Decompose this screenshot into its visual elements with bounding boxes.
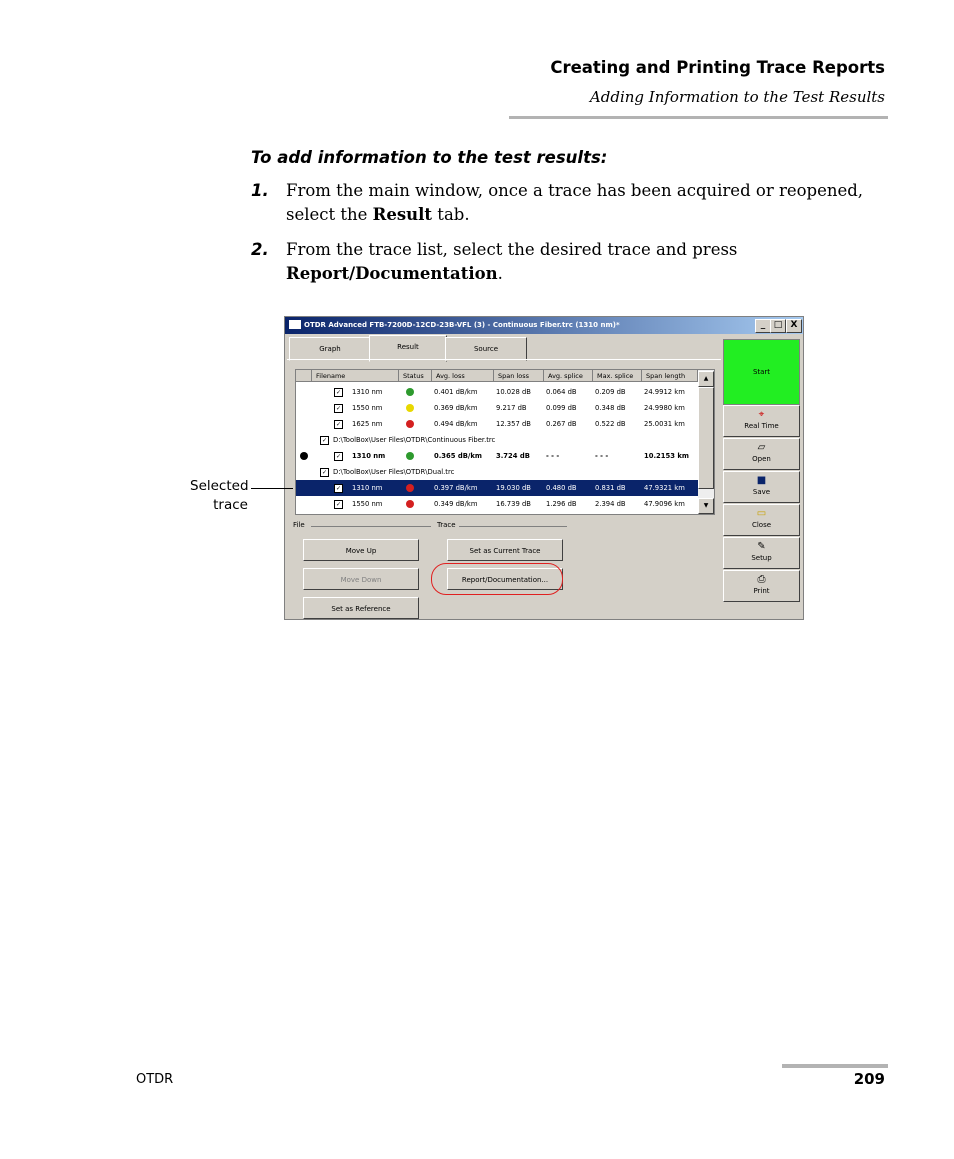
- highlight-circle: [431, 563, 563, 595]
- trace-list[interactable]: [295, 369, 715, 515]
- callout-leader-line: [251, 488, 293, 489]
- start-button[interactable]: Start: [723, 339, 800, 405]
- step-text-end: tab.: [432, 205, 470, 224]
- step-text: From the trace list, select the desired trace and press: [286, 240, 738, 259]
- scroll-thumb[interactable]: [698, 387, 714, 489]
- tab-result[interactable]: Result: [369, 335, 447, 362]
- close-window-button[interactable]: X: [786, 319, 802, 333]
- floppy-disk-icon: ■: [756, 475, 767, 486]
- status-icon: [406, 484, 414, 492]
- scroll-down-arrow-icon[interactable]: ▼: [698, 498, 714, 514]
- page-number: 209: [853, 1070, 885, 1088]
- scroll-up-arrow-icon[interactable]: ▲: [698, 371, 714, 387]
- window-title: OTDR Advanced FTB-7200D-12CD-23B-VFL (3) - Continuous Fiber.trc (1310 nm)*: [304, 321, 620, 329]
- real-time-button[interactable]: ⌖ Real Time: [723, 405, 800, 437]
- header-rule: [509, 116, 888, 119]
- status-icon: [406, 420, 414, 428]
- window-titlebar: [285, 317, 803, 334]
- print-button[interactable]: ⎙ Print: [723, 570, 800, 602]
- setup-pencil-icon: ✎: [757, 541, 766, 552]
- tab-graph[interactable]: Graph: [289, 337, 371, 361]
- open-button[interactable]: ▱ Open: [723, 438, 800, 470]
- file-row[interactable]: ✓ D:\ToolBox\User Files\OTDR\Dual.trc: [321, 468, 455, 476]
- procedure-title: To add information to the test results:: [251, 148, 608, 167]
- checkbox[interactable]: ✓: [335, 405, 342, 412]
- running-header-title: Creating and Printing Trace Reports: [550, 58, 885, 77]
- step-1: [251, 179, 881, 227]
- group-label-trace: Trace: [437, 521, 456, 529]
- folder-icon: ▭: [756, 508, 767, 519]
- printer-icon: ⎙: [757, 574, 766, 585]
- current-trace-marker: [300, 452, 308, 460]
- side-toolbar: [723, 339, 801, 620]
- table-row[interactable]: ✓ 1310 nm 0.401 dB/km 10.028 dB 0.064 dB 0.209 dB 24.9912 km: [335, 388, 685, 396]
- otdr-window-screenshot: [284, 316, 804, 620]
- table-row[interactable]: ✓ 1625 nm 0.494 dB/km 12.357 dB 0.267 dB 0.522 dB 25.0031 km: [335, 420, 685, 428]
- column-header[interactable]: Filename: [312, 370, 399, 382]
- column-header[interactable]: Span loss: [494, 370, 544, 382]
- table-row[interactable]: ✓ 1550 nm 0.349 dB/km 16.739 dB 1.296 dB 2.394 dB 47.9096 km: [335, 500, 685, 508]
- table-row-selected[interactable]: ✓ 1310 nm 0.397 dB/km 19.030 dB 0.480 dB 0.831 dB 47.9321 km: [296, 480, 698, 496]
- step-number: 2.: [251, 240, 269, 259]
- checkbox[interactable]: ✓: [335, 389, 342, 396]
- step-number: 1.: [251, 181, 269, 200]
- step-text: From the main window, once a trace has been acquired or reopened, select the: [286, 181, 864, 224]
- move-down-button[interactable]: Move Down: [303, 568, 419, 590]
- open-folder-icon: ▱: [757, 442, 766, 453]
- column-header[interactable]: Avg. loss: [432, 370, 494, 382]
- step-text-end: .: [497, 264, 503, 283]
- set-as-current-trace-button[interactable]: Set as Current Trace: [447, 539, 563, 561]
- file-row[interactable]: ✓ D:\ToolBox\User Files\OTDR\Continuous Fiber.trc: [321, 436, 496, 444]
- close-button[interactable]: ▭ Close: [723, 504, 800, 536]
- status-icon: [406, 500, 414, 508]
- group-label-file: File: [293, 521, 305, 529]
- checkbox[interactable]: ✓: [335, 453, 342, 460]
- selected-trace-callout: Selected trace: [190, 478, 249, 513]
- status-icon: [406, 388, 414, 396]
- checkbox[interactable]: ✓: [321, 437, 328, 444]
- running-header-subtitle: Adding Information to the Test Results: [589, 88, 885, 106]
- status-icon: [406, 452, 414, 460]
- crosshair-icon: ⌖: [758, 409, 765, 420]
- checkbox[interactable]: ✓: [335, 485, 342, 492]
- app-icon: [289, 320, 301, 329]
- save-button[interactable]: ■ Save: [723, 471, 800, 503]
- footer-product: OTDR: [136, 1072, 174, 1087]
- checkbox[interactable]: ✓: [321, 469, 328, 476]
- checkbox[interactable]: ✓: [335, 421, 342, 428]
- move-up-button[interactable]: Move Up: [303, 539, 419, 561]
- status-icon: [406, 404, 414, 412]
- table-row[interactable]: ✓ 1550 nm 0.369 dB/km 9.217 dB 0.099 dB 0.348 dB 24.9980 km: [335, 404, 685, 412]
- tab-source[interactable]: Source: [445, 337, 527, 361]
- step-bold: Result: [372, 205, 433, 224]
- setup-button[interactable]: ✎ Setup: [723, 537, 800, 569]
- column-header[interactable]: Avg. splice: [544, 370, 593, 382]
- column-header[interactable]: Status: [399, 370, 432, 382]
- checkbox[interactable]: ✓: [335, 501, 342, 508]
- column-header[interactable]: Max. splice: [593, 370, 642, 382]
- step-2: [251, 238, 881, 286]
- report-documentation-button[interactable]: Report/Documentation...: [447, 568, 563, 590]
- column-header[interactable]: Span length: [642, 370, 698, 382]
- step-bold: Report/Documentation: [286, 264, 498, 283]
- minimize-button[interactable]: _: [755, 319, 771, 333]
- maximize-button[interactable]: □: [770, 319, 786, 333]
- scrollbar[interactable]: [698, 370, 714, 514]
- table-row-current[interactable]: ✓ 1310 nm 0.365 dB/km 3.724 dB - - - - - - 10.2153 km: [296, 448, 698, 464]
- set-as-reference-button[interactable]: Set as Reference: [303, 597, 419, 619]
- footer-rule: [782, 1064, 888, 1068]
